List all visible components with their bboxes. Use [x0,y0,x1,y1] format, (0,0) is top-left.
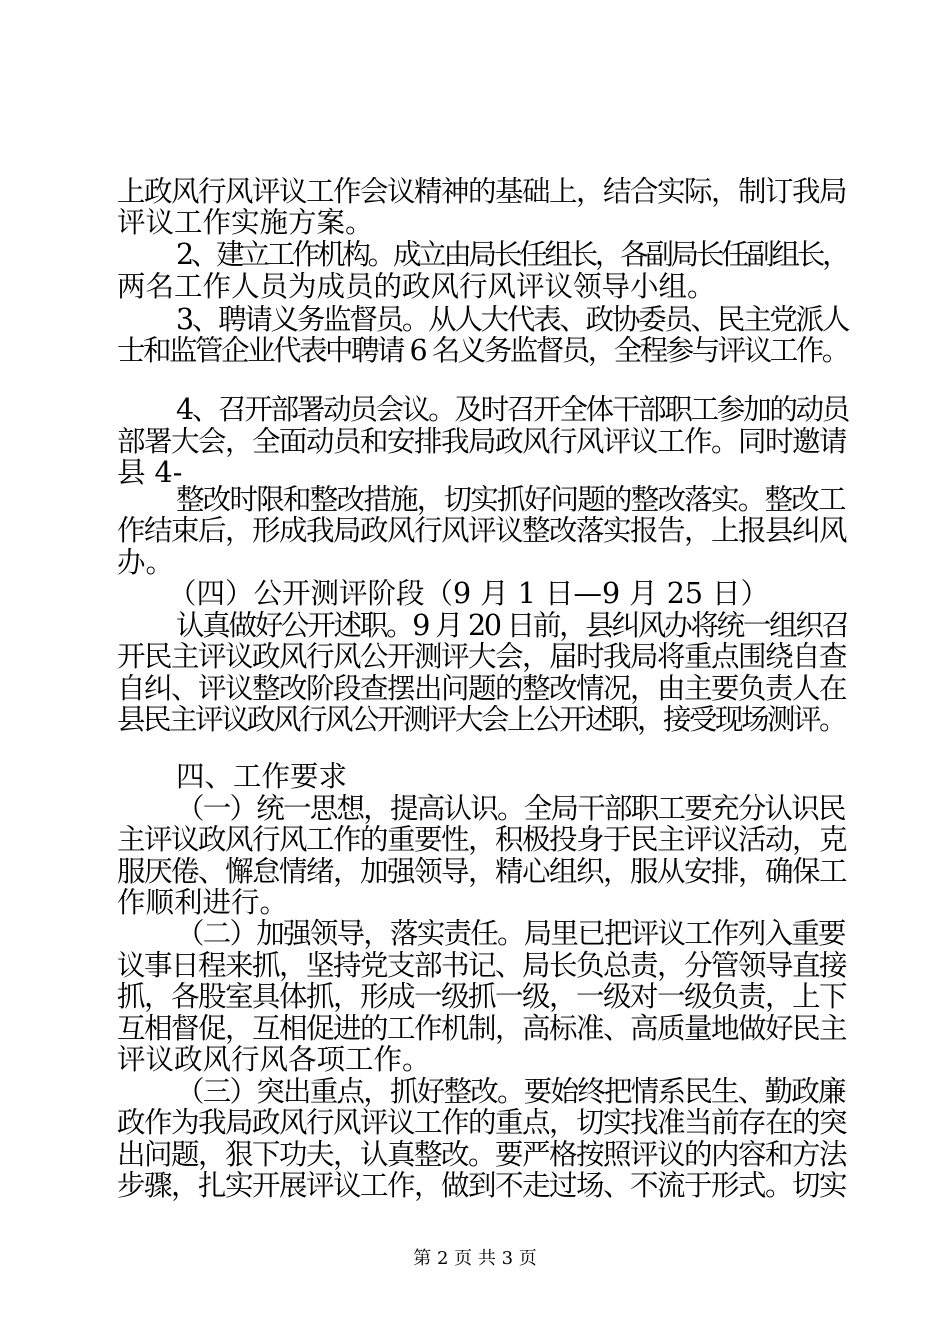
body-line: 主评议政风行风工作的重要性，积极投身于民主评议活动，克 [117,823,847,856]
body-line: 抓，各股室具体抓，形成一级抓一级，一级对一级负责，上下 [117,980,847,1013]
body-line: 县民主评议政风行风公开测评大会上公开述职，接受现场测评。 [117,703,846,736]
body-line: 3、聘请义务监督员。从人大代表、政协委员、民主党派人 [176,303,849,336]
body-line: 整改时限和整改措施，切实抓好问题的整改落实。整改工 [176,483,845,516]
body-line: 上政风行风评议工作会议精神的基础上，结合实际，制订我局 [117,175,847,208]
body-line: （三）突出重点，抓好整改。要始终把情系民生、勤政廉 [176,1075,845,1108]
body-line: 互相督促，互相促进的工作机制，高标准、高质量地做好民主 [117,1012,847,1045]
body-line: （一）统一思想，提高认识。全局干部职工要充分认识民 [176,792,845,825]
section-heading: （四）公开测评阶段（9 月 1 日—9 月 25 日） [168,577,770,610]
body-line: 县 4- [117,456,183,489]
body-line: 部署大会，全面动员和安排我局政风行风评议工作。同时邀请 [117,425,847,458]
body-line: 评议政风行风各项工作。 [117,1043,431,1076]
body-line: 自纠、评议整改阶段查摆出问题的整改情况，由主要负责人在 [117,672,847,705]
body-line: 士和监管企业代表中聘请 6 名义务监督员，全程参与评议工作。 [117,334,848,367]
body-line: （二）加强领导，落实责任。局里已把评议工作列入重要 [176,917,845,950]
body-line: 两名工作人员为成员的政风行风评议领导小组。 [117,270,716,303]
section-heading: 四、工作要求 [176,760,348,793]
body-line: 办。 [117,546,175,579]
body-line: 步骤，扎实开展评议工作，做到不走过场、不流于形式。切实 [117,1169,847,1202]
body-line: 议事日程来抓，坚持党支部书记、局长负总责，分管领导直接 [117,949,847,982]
body-line: 开民主评议政风行风公开测评大会，届时我局将重点围绕自查 [117,640,847,673]
body-line: 评议工作实施方案。 [117,206,374,239]
body-line: 政作为我局政风行风评议工作的重点，切实找准当前存在的突 [117,1106,847,1139]
body-line: 认真做好公开述职。9 月 20 日前，县纠风办将统一组织召 [176,609,848,642]
body-line: 出问题，狠下功夫，认真整改。要严格按照评议的内容和方法 [117,1138,847,1171]
body-line: 服厌倦、懈怠情绪，加强领导，精心组织，服从安排，确保工 [117,855,847,888]
body-line: 4、召开部署动员会议。及时召开全体干部职工参加的动员 [176,393,849,426]
body-line: 作结束后，形成我局政风行风评议整改落实报告，上报县纠风 [117,514,847,547]
body-line: 作顺利进行。 [117,886,289,919]
body-line: 2、建立工作机构。成立由局长任组长，各副局长任副组长， [176,238,848,271]
page-footer: 第 2 页 共 3 页 [413,1248,537,1269]
